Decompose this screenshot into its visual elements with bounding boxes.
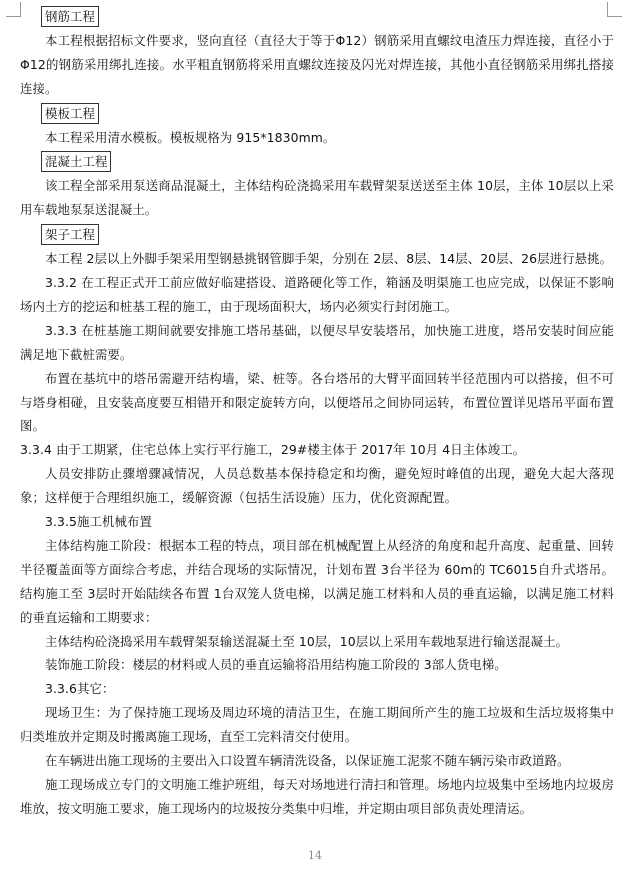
paragraph-concrete: 该工程全部采用泵送商品混凝土，主体结构砼浇捣采用车载臂架泵送送至主体 10层，主体 10层以上采用车载地泵泵送混凝土。 bbox=[20, 178, 614, 218]
paragraph-3-3-2: 3.3.2 在工程正式开工前应做好临建搭设、道路硬化等工作，箱涵及明渠施工也应完成，以保证不影响场内土方的挖运和桩基工程的施工，由于现场面积大，场内必须实行封闭施工。 bbox=[20, 274, 614, 314]
paragraph-vehicle-wash: 在车辆进出施工现场的主要出入口设置车辆清洗设备，以保证施工泥浆不随车辆污染市政道路。 bbox=[45, 753, 570, 769]
paragraph-3-3-5: 3.3.5施工机械布置 bbox=[45, 514, 152, 530]
paragraph-3-3-4: 3.3.4 由于工期紧，住宅总体上实行平行施工，29#楼主体于 2017年 10月 4日主体竣工。 bbox=[20, 442, 526, 458]
paragraph-main-structure-stage: 主体结构施工阶段：根据本工程的特点，项目部在机械配置上从经济的角度和起升高度、起重量、回转半径覆盖面等方面综合考虑，并结合现场的实际情况，计划布置 3台半径为 60m的 TC6015自升式塔吊。结构施工至 3层时开始陆续各布置 1台双笼人货电梯，以满足施工材料和人员的垂直运输，以满足施工材料的垂直运输和工期要求： bbox=[20, 537, 614, 625]
paragraph-rebar: 本工程根据招标文件要求，竖向直径（直径大于等于Φ12）钢筋采用直螺纹电渣压力焊连接，直径小于Φ12的钢筋采用绑扎连接。水平粗直钢筋将采用直螺纹连接及闪光对焊连接，其他小直径钢筋采用绑扎搭接连接。 bbox=[20, 32, 614, 96]
paragraph-decoration-stage: 装饰施工阶段：楼层的材料或人员的垂直运输将沿用结构施工阶段的 3部人货电梯。 bbox=[45, 657, 507, 673]
page-number: 14 bbox=[308, 849, 322, 862]
section-heading-scaffold: 架子工程 bbox=[41, 224, 99, 245]
paragraph-formwork: 本工程采用清水模板。模板规格为 915*1830mm。 bbox=[45, 129, 336, 145]
paragraph-3-3-6: 3.3.6其它： bbox=[45, 681, 115, 697]
paragraph-scaffold: 本工程 2层以上外脚手架采用型钢悬挑钢管脚手架，分别在 2层、8层、14层、20层、26层进行悬挑。 bbox=[45, 251, 613, 267]
document-page bbox=[20, 4, 614, 821]
paragraph-site-hygiene: 现场卫生：为了保持施工现场及周边环境的清洁卫生，在施工期间所产生的施工垃圾和生活垃圾将集中归类堆放并定期及时搬离施工现场，直至工完料清交付使用。 bbox=[20, 705, 614, 745]
section-heading-formwork: 模板工程 bbox=[41, 103, 99, 124]
paragraph-maintenance-team: 施工现场成立专门的文明施工维护班组，每天对场地进行清扫和管理。场地内垃圾集中至场地内垃圾房堆放，按文明施工要求，施工现场内的垃圾按分类集中归堆，并定期由项目部负责处理清运。 bbox=[20, 777, 614, 816]
paragraph-3-3-3: 3.3.3 在桩基施工期间就要安排施工塔吊基础，以便尽早安装塔吊，加快施工进度，塔吊安装时间应能满足地下截桩需要。 bbox=[20, 322, 614, 362]
section-heading-rebar: 钢筋工程 bbox=[41, 6, 99, 27]
crop-mark-top-left bbox=[6, 2, 21, 17]
paragraph-tower-crane-layout: 布置在基坑中的塔吊需避开结构墙，梁、桩等。各台塔吊的大臂平面回转半径范围内可以搭接，但不可与塔身相碰，且安装高度要互相错开和限定旋转方向，以便塔吊之间协同运转，布置位置详见塔吊平面布置图。 bbox=[20, 370, 614, 434]
section-heading-concrete: 混凝土工程 bbox=[41, 151, 111, 172]
paragraph-concrete-pumping: 主体结构砼浇捣采用车载臂架泵输送混凝土至 10层，10层以上采用车载地泵进行输送混凝土。 bbox=[45, 633, 569, 649]
paragraph-staffing: 人员安排防止骤增骤减情况，人员总数基本保持稳定和均衡，避免短时峰值的出现，避免大起大落现象；这样便于合理组织施工，缓解资源（包括生活设施）压力，优化资源配置。 bbox=[20, 466, 614, 506]
